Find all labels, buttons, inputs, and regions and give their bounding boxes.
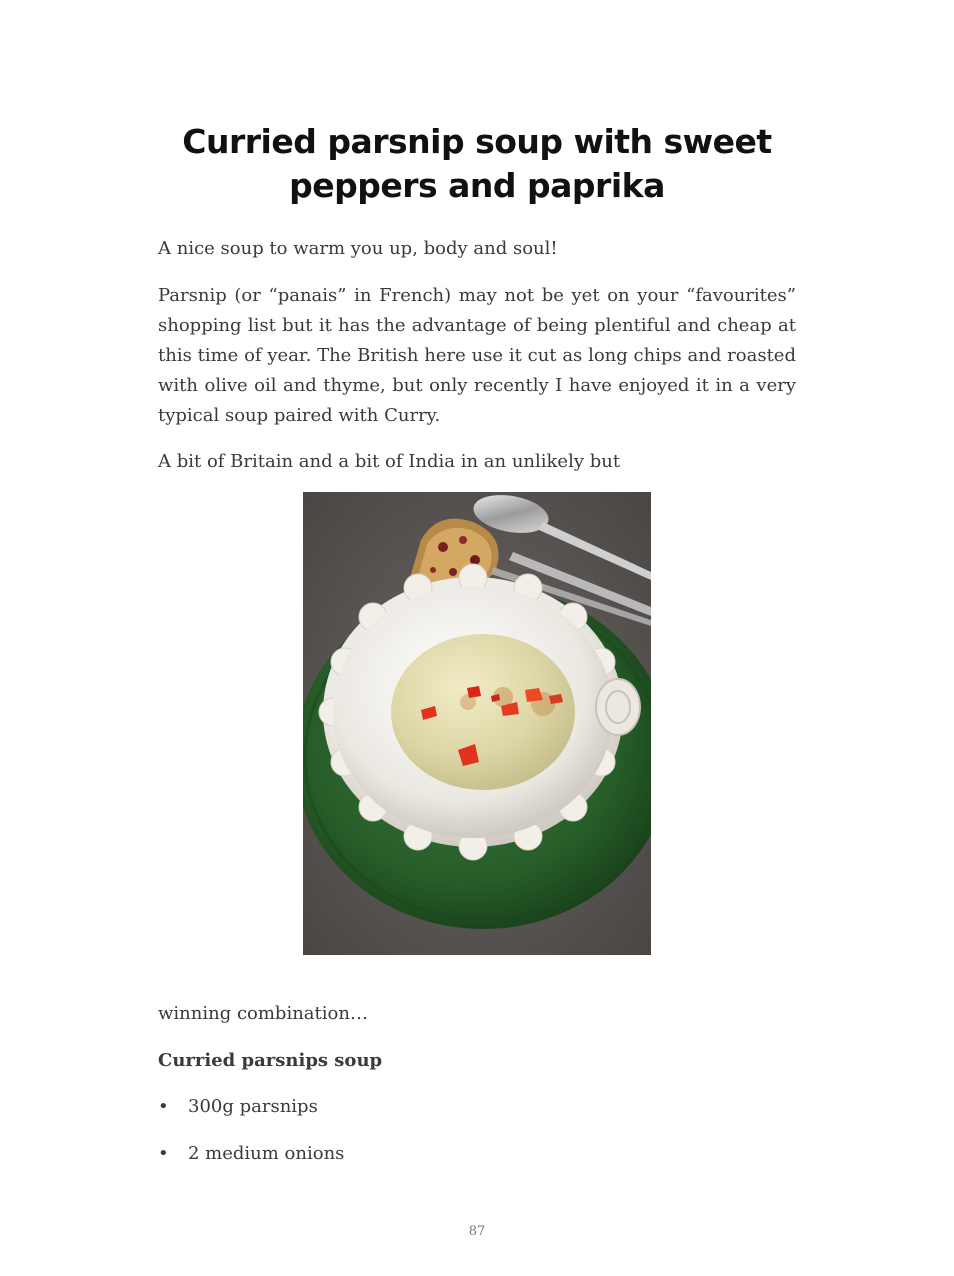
page-number: 87 [468, 1224, 486, 1239]
recipe-title-line-1: Curried parsnip soup with sweet [182, 122, 772, 161]
recipe-title-line-2: peppers and paprika [289, 166, 665, 205]
recipe-title [150, 120, 804, 208]
britain-india-paragraph: A bit of Britain and a bit of India in an unlikely but [158, 451, 621, 472]
ingredient-text: 2 medium onions [188, 1143, 345, 1164]
ingredient-text: 300g parsnips [188, 1096, 318, 1117]
parsnip-paragraph: Parsnip (or “panais” in French) may not be yet on your “favourites” shopping list but it has the advantage of being plentiful and cheap at this time of year. The British here use it cut as long chips and roasted with olive oil and thyme, but only recently I have enjoyed it in a very typical soup paired with Curry. [158, 285, 796, 426]
bullet-icon: • [158, 1096, 169, 1117]
soup-bowl-photo [303, 492, 651, 955]
intro-paragraph: A nice soup to warm you up, body and soul! [158, 238, 558, 259]
bullet-icon: • [158, 1143, 169, 1164]
recipe-subheading: Curried parsnips soup [158, 1050, 383, 1071]
winning-combination-paragraph: winning combination… [158, 1003, 368, 1024]
